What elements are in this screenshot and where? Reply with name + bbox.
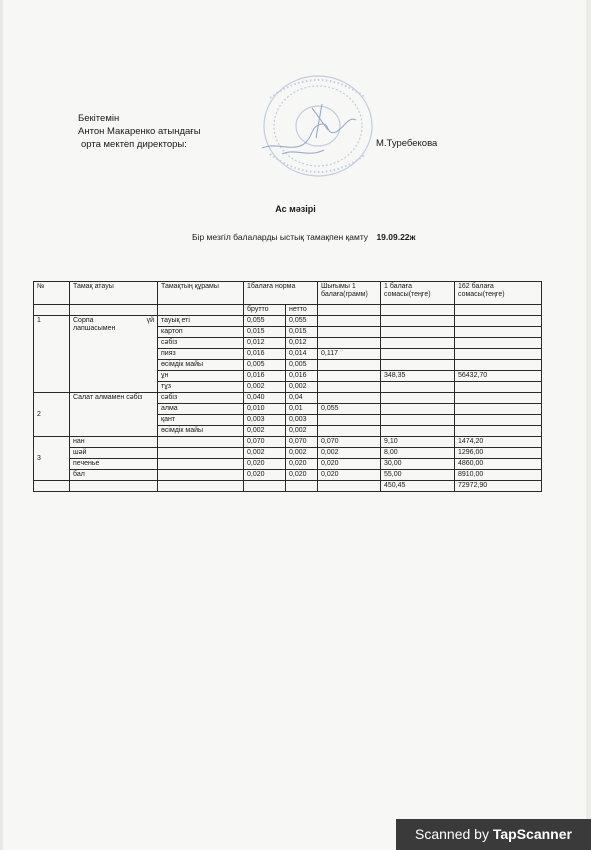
netto: 0,012 xyxy=(286,338,318,349)
cost-one: 55,00 xyxy=(381,470,455,481)
page-edge-left xyxy=(0,0,3,850)
table-row xyxy=(34,470,542,481)
cost-all xyxy=(455,338,542,349)
approval-line-3: орта мектеп директоры: xyxy=(81,139,187,150)
group-2-num: 2 xyxy=(34,393,70,437)
ingredient: өсімдік майы xyxy=(158,360,244,371)
consumption: 0,117 xyxy=(318,349,381,360)
table-row xyxy=(34,459,542,470)
consumption: 0,002 xyxy=(318,448,381,459)
dish: печенье xyxy=(70,459,158,470)
director-name: М.Туребекова xyxy=(376,138,438,149)
consumption: 0,055 xyxy=(318,404,381,415)
netto: 0,014 xyxy=(286,349,318,360)
netto: 0,055 xyxy=(286,316,318,327)
cost-one xyxy=(381,426,455,437)
consumption xyxy=(318,382,381,393)
cost-all: 1474,20 xyxy=(455,437,542,448)
brutto: 0,020 xyxy=(244,470,286,481)
cost-all: 4860,00 xyxy=(455,459,542,470)
cost-one: 348,35 xyxy=(381,371,455,382)
group-2-dish: Салат алмамен сәбіз xyxy=(70,393,158,437)
header-norm: 1балаға норма xyxy=(244,282,318,305)
netto: 0,020 xyxy=(286,470,318,481)
approval-block xyxy=(78,112,201,151)
group-1-dish-a: Сорпа xyxy=(73,317,94,324)
header-composition: Тамақтың құрамы xyxy=(158,282,244,305)
consumption: 0,020 xyxy=(318,470,381,481)
menu-date: 19.09.22ж xyxy=(376,232,416,242)
cost-one: 9,10 xyxy=(381,437,455,448)
dish: нан xyxy=(70,437,158,448)
header-dish: Тамақ атауы xyxy=(70,282,158,305)
brutto: 0,005 xyxy=(244,360,286,371)
netto: 0,020 xyxy=(286,459,318,470)
netto: 0,04 xyxy=(286,393,318,404)
group-1-dish-c: лапшасымен xyxy=(73,325,116,332)
brutto: 0,020 xyxy=(244,459,286,470)
document-subtitle xyxy=(192,232,416,242)
cost-one xyxy=(381,393,455,404)
cost-one: 30,00 xyxy=(381,459,455,470)
consumption: 0,070 xyxy=(318,437,381,448)
ingredient: тауық еті xyxy=(158,316,244,327)
cost-all: 8910,00 xyxy=(455,470,542,481)
brutto: 0,002 xyxy=(244,448,286,459)
header-brutto: брутто xyxy=(244,305,286,316)
totals-row xyxy=(34,481,542,492)
header-netto: нетто xyxy=(286,305,318,316)
cost-one xyxy=(381,382,455,393)
cost-one xyxy=(381,404,455,415)
netto: 0,002 xyxy=(286,382,318,393)
approval-line-2: Антон Макаренко атындағы xyxy=(78,126,201,137)
ingredient: пияз xyxy=(158,349,244,360)
watermark-brand: TapScanner xyxy=(492,826,572,842)
netto: 0,01 xyxy=(286,404,318,415)
scanner-watermark xyxy=(396,819,591,850)
brutto: 0,002 xyxy=(244,382,286,393)
cost-all: 1296,00 xyxy=(455,448,542,459)
ingredient: ұн xyxy=(158,371,244,382)
cost-all xyxy=(455,316,542,327)
cost-all xyxy=(455,349,542,360)
consumption xyxy=(318,415,381,426)
brutto: 0,010 xyxy=(244,404,286,415)
cost-all xyxy=(455,360,542,371)
brutto: 0,055 xyxy=(244,316,286,327)
consumption xyxy=(318,393,381,404)
ingredient: өсімдік майы xyxy=(158,426,244,437)
table-row xyxy=(34,393,542,404)
group-1-dish xyxy=(70,316,158,393)
table-header-row xyxy=(34,282,542,305)
netto: 0,016 xyxy=(286,371,318,382)
table-row xyxy=(34,316,542,327)
school-seal-icon xyxy=(252,68,378,186)
table-subheader-row xyxy=(34,305,542,316)
watermark-prefix: Scanned by xyxy=(415,826,493,842)
cost-one xyxy=(381,415,455,426)
netto: 0,070 xyxy=(286,437,318,448)
brutto: 0,012 xyxy=(244,338,286,349)
cost-one xyxy=(381,349,455,360)
brutto: 0,070 xyxy=(244,437,286,448)
dish: шәй xyxy=(70,448,158,459)
group-1-dish-b: үй xyxy=(146,317,154,324)
netto: 0,003 xyxy=(286,415,318,426)
table-row xyxy=(34,448,542,459)
consumption xyxy=(318,338,381,349)
netto: 0,002 xyxy=(286,448,318,459)
consumption xyxy=(318,371,381,382)
brutto: 0,016 xyxy=(244,349,286,360)
header-cost-one: 1 балаға сомасы(теңге) xyxy=(381,282,455,305)
total-cost-all: 72972,90 xyxy=(455,481,542,492)
document-title: Ас мәзірі xyxy=(275,204,316,214)
cost-one xyxy=(381,360,455,371)
dish: бал xyxy=(70,470,158,481)
consumption xyxy=(318,360,381,371)
brutto: 0,040 xyxy=(244,393,286,404)
ingredient: сәбіз xyxy=(158,393,244,404)
page-edge-right xyxy=(586,0,591,850)
group-1-num: 1 xyxy=(34,316,70,393)
total-cost-one: 450,45 xyxy=(381,481,455,492)
netto: 0,005 xyxy=(286,360,318,371)
netto: 0,015 xyxy=(286,327,318,338)
brutto: 0,003 xyxy=(244,415,286,426)
table-row xyxy=(34,437,542,448)
group-3-num: 3 xyxy=(34,437,70,481)
ingredient: алма xyxy=(158,404,244,415)
consumption xyxy=(318,327,381,338)
ingredient: сәбіз xyxy=(158,338,244,349)
consumption: 0,020 xyxy=(318,459,381,470)
netto: 0,002 xyxy=(286,426,318,437)
cost-one: 8,00 xyxy=(381,448,455,459)
subtitle-text: Бір мезгіл балаларды ыстық тамақпен қамту xyxy=(192,232,369,242)
cost-one xyxy=(381,338,455,349)
ingredient: картоп xyxy=(158,327,244,338)
cost-all xyxy=(455,327,542,338)
header-num: № xyxy=(34,282,70,305)
brutto: 0,016 xyxy=(244,371,286,382)
cost-all xyxy=(455,393,542,404)
approval-line-1: Бекітемін xyxy=(78,113,120,124)
cost-all xyxy=(455,415,542,426)
brutto: 0,002 xyxy=(244,426,286,437)
cost-one xyxy=(381,316,455,327)
menu-table xyxy=(33,281,542,492)
cost-one xyxy=(381,327,455,338)
consumption xyxy=(318,426,381,437)
ingredient: қант xyxy=(158,415,244,426)
consumption xyxy=(318,316,381,327)
cost-all xyxy=(455,426,542,437)
cost-all xyxy=(455,382,542,393)
header-cost-all: 162 балаға сомасы(теңге) xyxy=(455,282,542,305)
ingredient: тұз xyxy=(158,382,244,393)
cost-all: 56432,70 xyxy=(455,371,542,382)
brutto: 0,015 xyxy=(244,327,286,338)
cost-all xyxy=(455,404,542,415)
header-consumption: Шығымы 1 балаға(грамм) xyxy=(318,282,381,305)
